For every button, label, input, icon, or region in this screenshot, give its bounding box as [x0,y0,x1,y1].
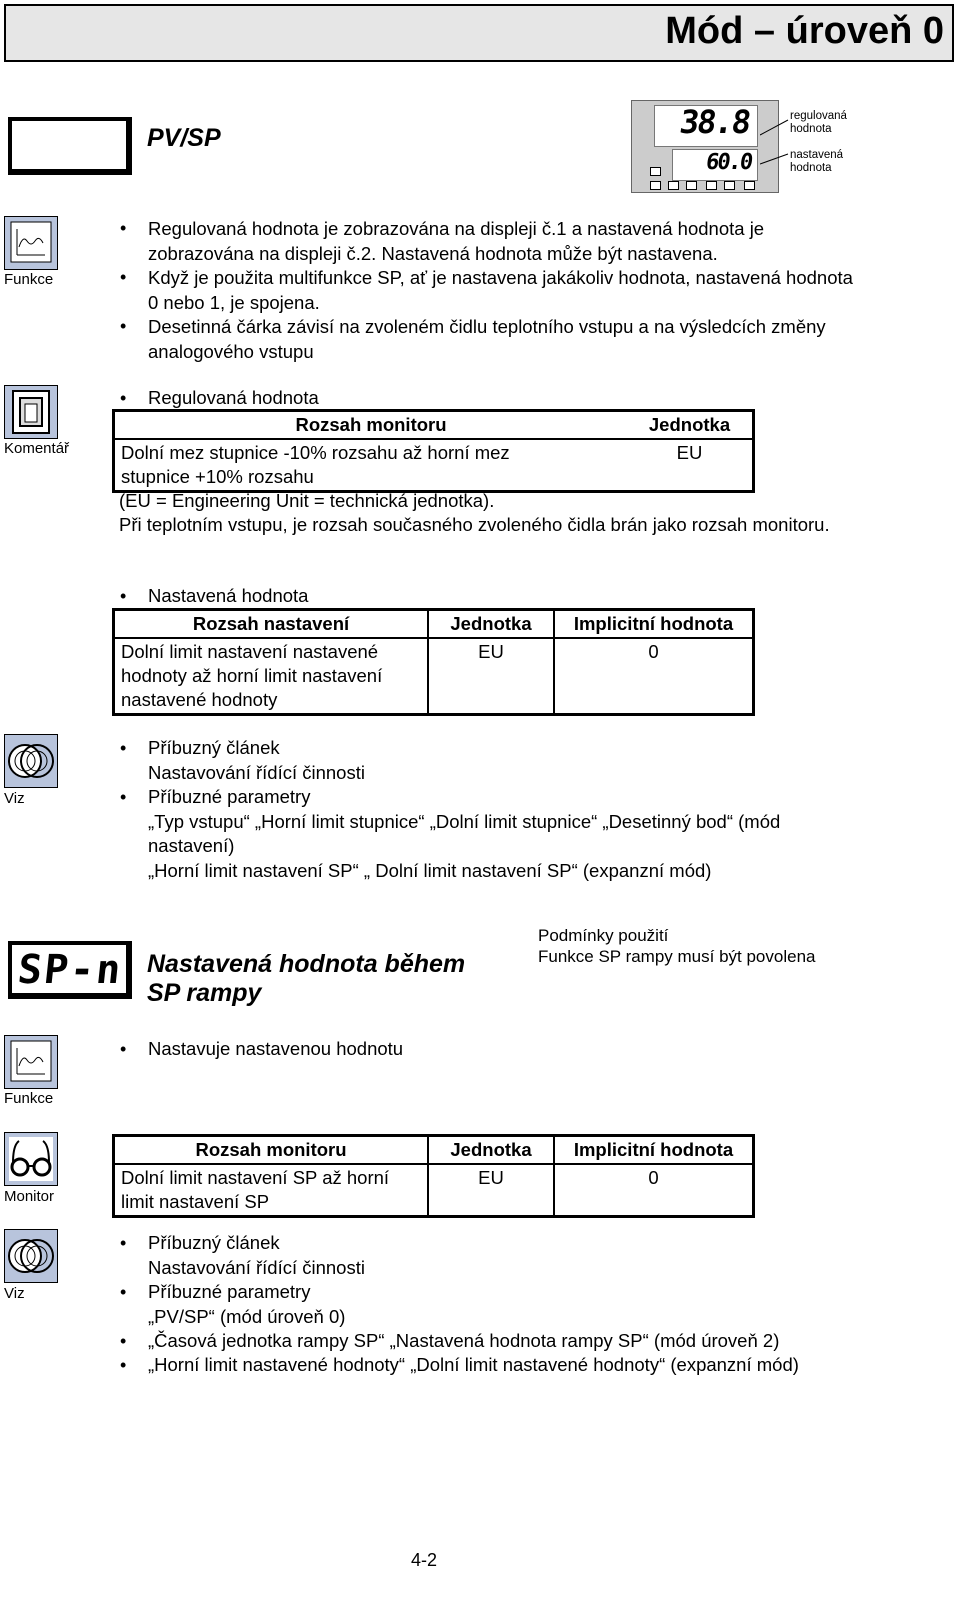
function-description-3: Desetinná čárka závisí na zvoleném čidlu teplotního vstupu a na výsledcích změny analogového vstupu [148,316,826,362]
bullet: • [120,267,127,287]
bullet: • [120,1233,127,1253]
side-label-funkce: Funkce [4,271,54,288]
keypad-buttons [650,181,762,190]
see-rings-icon [4,1229,58,1283]
sp-ramp-monitor-table [112,1134,755,1218]
table-cell: Dolní mez stupnice -10% rozsahu až horní mez stupnice +10% rozsahu [121,442,510,487]
page-title: Mód – úroveň 0 [665,10,944,52]
bullet: • [120,787,127,807]
sp-ramp-function-text: Nastavuje nastavenou hodnotu [148,1038,404,1059]
callout-label-sp: nastavená hodnota [790,149,844,174]
pv-display-value: 38.8 [677,103,752,141]
function-description-1: Regulovaná hodnota je zobrazována na displeji č.1 a nastavená hodnota je zobrazována na displeji č.2. Nastavená hodnota může být nastavena. [148,218,765,264]
page-header [4,4,954,62]
table-header: Implicitní hodnota [554,610,754,639]
table-header: Implicitní hodnota [554,1136,754,1165]
callout-lines [760,110,790,170]
sp-ramp-related-param-3: „Horní limit nastavené hodnoty“ „Dolní limit nastavené hodnoty“ (expanzní mód) [148,1354,799,1375]
table-cell: EU [676,442,703,463]
setting-range-table [112,608,755,716]
table-header: Rozsah monitoru [114,1136,429,1165]
param-title-pv-sp: PV/SP [147,124,221,152]
bullet: • [120,388,127,408]
bullet: • [120,738,127,758]
table-header: Rozsah monitoru [114,411,628,440]
table-header: Jednotka [428,1136,554,1165]
bullet: • [120,316,127,336]
table-cell: EU [428,638,554,715]
function-description-2: Když je použita multifunkce SP, ať je nastavena jakákoliv hodnota, nastavená hodnota 0 nebo 1, je spojena. [148,267,853,313]
indicator-led [650,167,661,176]
related-article: Příbuzný článek Nastavování řídící činnosti [148,737,365,783]
sp-ramp-display-code: SP-n [15,947,125,993]
table-cell: 0 [554,1164,754,1217]
side-label-viz: Viz [4,1285,25,1302]
sp-ramp-display-icon [8,941,132,999]
table-cell: EU [428,1164,554,1217]
bullet: • [120,586,127,606]
temperature-note: Při teplotním vstupu, je rozsah současného zvoleného čidla brán jako rozsah monitoru. [119,514,830,535]
monitor-glasses-icon [4,1132,58,1186]
function-graph-icon [4,1035,58,1089]
table-cell: 0 [554,638,754,715]
sp-ramp-related-params: Příbuzné parametry „PV/SP“ (mód úroveň 0) [148,1281,346,1327]
blank-display-icon [8,117,132,175]
monitor-range-table [112,409,755,493]
see-rings-icon [4,734,58,788]
side-label-funkce: Funkce [4,1090,54,1107]
eu-note: (EU = Engineering Unit = technická jednotka). [119,490,495,511]
table-header: Jednotka [428,610,554,639]
function-graph-icon [4,216,58,270]
page-number: 4-2 [411,1550,438,1570]
pv-heading: Regulovaná hodnota [148,387,319,408]
param-title-sp-ramp: Nastavená hodnota během SP rampy [147,950,466,1007]
sp-ramp-related-article: Příbuzný článek Nastavování řídící činnosti [148,1232,365,1278]
callout-label-pv: regulovaná hodnota [790,110,847,135]
bullet: • [120,1282,127,1302]
side-label-monitor: Monitor [4,1188,55,1205]
related-params: Příbuzné parametry „Typ vstupu“ „Horní limit stupnice“ „Dolní limit stupnice“ „Desetinný bod“ (mód nastavení) „Horní limit nastavení SP“ „ Dolní limit nastavení SP“ (expanzní mód) [148,786,781,881]
bullet: • [120,1355,127,1375]
table-cell: Dolní limit nastavení nastavené hodnoty až horní limit nastavení nastavené hodnoty [121,641,383,710]
table-header: Rozsah nastavení [114,610,429,639]
side-label-viz: Viz [4,790,25,807]
sp-heading: Nastavená hodnota [148,585,309,606]
sp-display-value: 60.0 [704,150,753,175]
sp-ramp-related-param-2: „Časová jednotka rampy SP“ „Nastavená hodnota rampy SP“ (mód úroveň 2) [148,1330,780,1351]
controller-display-illustration [631,100,779,193]
side-label-komentar: Komentář [4,440,70,457]
table-header: Jednotka [627,411,754,440]
bullet: • [120,1039,127,1059]
comment-panel-icon [4,385,58,439]
bullet: • [120,1331,127,1351]
table-cell: Dolní limit nastavení SP až horní limit nastavení SP [121,1167,390,1212]
usage-conditions: Podmínky použití Funkce SP rampy musí být povolena [538,926,816,966]
bullet: • [120,218,127,238]
